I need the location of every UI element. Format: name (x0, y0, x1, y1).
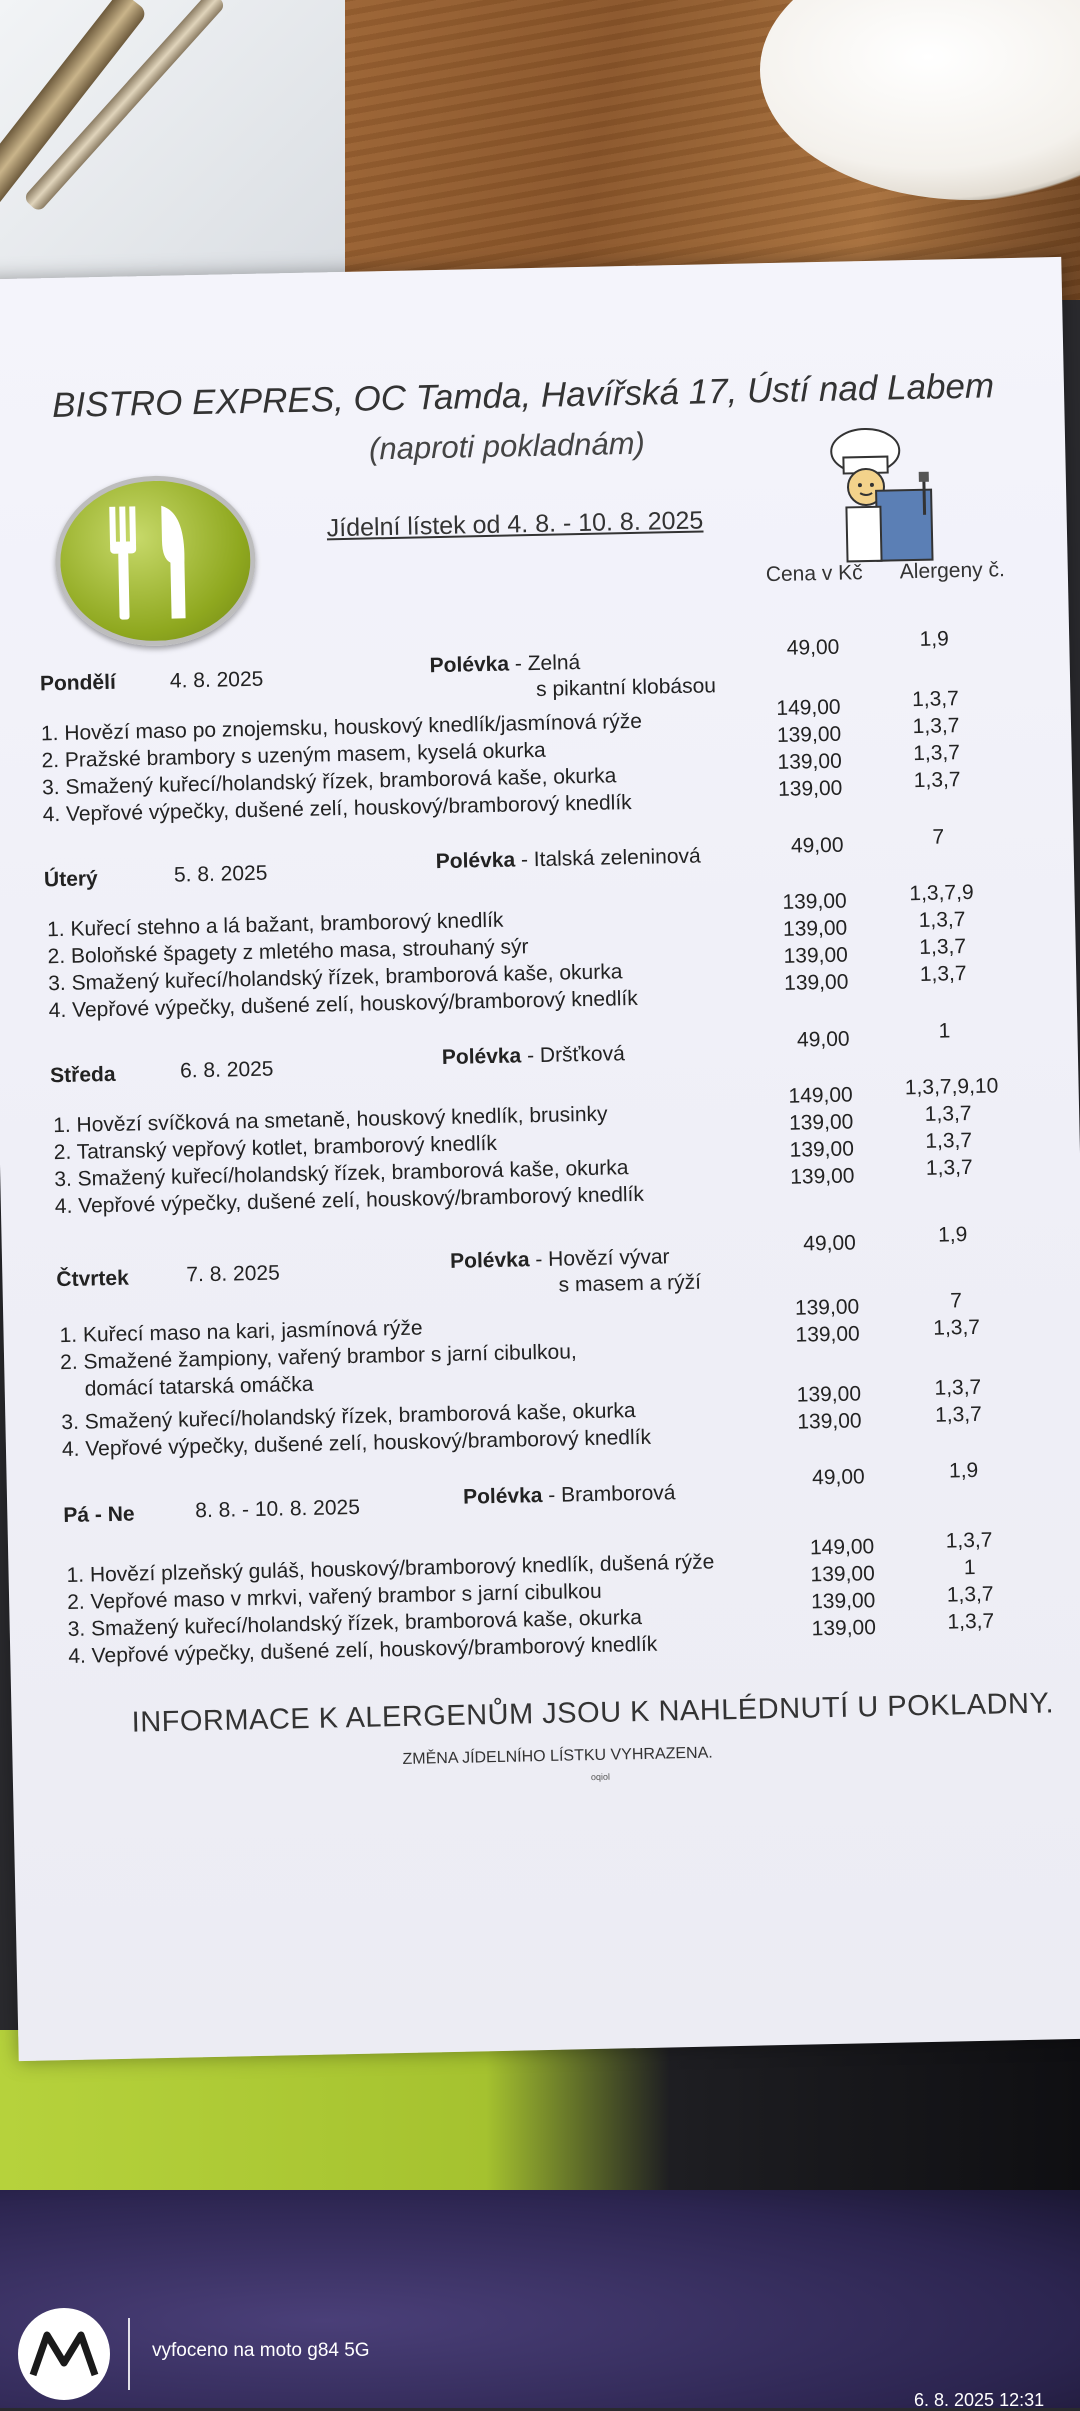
dish-allergens: 1,3,7 (919, 935, 967, 960)
dish-allergens: 1,3,7 (925, 1128, 973, 1153)
day-name: Pondělí (39, 670, 117, 696)
soup-line: Polévka - Zelná (429, 651, 581, 678)
day-date: 8. 8. - 10. 8. 2025 (195, 1495, 361, 1523)
dish-price: 139,00 (777, 776, 843, 801)
day-date: 5. 8. 2025 (173, 861, 268, 887)
dish-price: 139,00 (782, 889, 847, 914)
dish-price: 139,00 (788, 1110, 854, 1135)
dish-price: 149,00 (776, 695, 841, 720)
tiny-mark: oqiol (590, 1771, 611, 1783)
photo-timestamp: 6. 8. 2025 12:31 (914, 2390, 1045, 2410)
dish-price: 149,00 (809, 1535, 875, 1560)
day-date: 7. 8. 2025 (186, 1261, 280, 1287)
dish: 3. Smažený kuřecí/holandský řízek, bramborová kaše, okurka (47, 960, 623, 996)
chef-illustration-icon (815, 419, 948, 572)
dish-allergens: 1,3,7 (933, 1315, 981, 1340)
day-name: Úterý (43, 867, 98, 892)
soup-allergens: 7 (932, 825, 945, 849)
dish-price: 139,00 (783, 970, 849, 995)
dish-allergens: 1,3,7 (934, 1402, 983, 1427)
dish: 1. Hovězí maso po znojemsku, houskový knedlík/jasmínová rýže (40, 709, 643, 746)
dish: 4. Vepřové výpečky, dušené zelí, houskový/bramborový knedlík (54, 1182, 645, 1219)
day-name: Čtvrtek (56, 1266, 130, 1292)
soup-allergens: 1 (938, 1019, 951, 1043)
soup-line: Polévka - Bramborová (462, 1481, 676, 1509)
soup-line: Polévka - Hovězí vývar (449, 1245, 670, 1273)
dish-price: 139,00 (789, 1137, 855, 1162)
dish: 4. Vepřové výpečky, dušené zelí, houskový/bramborový knedlík (48, 986, 638, 1023)
soup-price: 49,00 (803, 1231, 857, 1256)
dish-allergens: 1,3,7 (945, 1528, 993, 1553)
soup-line: Polévka - Italská zeleninová (435, 844, 701, 874)
dish: 4. Vepřové výpečky, dušené zelí, houskový/bramborový knedlík (42, 791, 632, 827)
allergen-info-notice: INFORMACE K ALERGENŮM JSOU K NAHLÉDNUTÍ U POKLADNY. (131, 1687, 1055, 1739)
dish-price: 139,00 (783, 943, 849, 968)
dish: 3. Smažený kuřecí/holandský řízek, bramborová kaše, okurka (61, 1399, 636, 1435)
dish-allergens: 1,3,7 (911, 687, 960, 712)
dish: 4. Vepřové výpečky, dušené zelí, houskový/bramborový knedlík (61, 1425, 652, 1462)
day-name: Pá - Ne (63, 1502, 135, 1528)
dish-allergens: 1,3,7,9,10 (904, 1074, 999, 1100)
day-date: 6. 8. 2025 (179, 1057, 274, 1083)
dish-price: 139,00 (810, 1562, 875, 1587)
dish: 2. Vepřové maso v mrkvi, vařený brambor s jarní cibulkou (66, 1579, 602, 1614)
price-column-header: Cena v Kč (765, 561, 863, 587)
dish: 1. Hovězí svíčková na smetaně, houskový knedlík, brusinky (52, 1102, 608, 1138)
soup-price: 49,00 (786, 635, 840, 660)
menu-sheet (0, 257, 1080, 2061)
dish-price: 139,00 (777, 749, 842, 774)
dish-allergens: 7 (949, 1289, 963, 1313)
dish-allergens: 1,3,7 (934, 1375, 982, 1400)
purple-fabric (0, 2190, 1080, 2408)
soup-line-2: s masem a rýží (558, 1270, 702, 1297)
dish: 2. Smažené žampiony, vařený brambor s jarní cibulkou, (59, 1340, 577, 1375)
soup-price: 49,00 (790, 833, 844, 858)
dish-price: 139,00 (811, 1616, 877, 1641)
dish-price: 139,00 (789, 1164, 855, 1189)
dish-price: 139,00 (776, 722, 842, 747)
restaurant-title: BISTRO EXPRES, OC Tamda, Havířská 17, Ústí nad Labem (51, 366, 995, 426)
dish-allergens: 1,3,7,9 (909, 880, 974, 906)
menu-date-range: Jídelní lístek od 4. 8. - 10. 8. 2025 (326, 506, 704, 543)
dish: 2. Pražské brambory s uzeným masem, kyselá okurka (41, 738, 546, 773)
dish: 3. Smažený kuřecí/holandský řízek, bramborová kaše, okurka (54, 1156, 629, 1192)
soup-price: 49,00 (796, 1027, 850, 1052)
dish-allergens: 1,3,7 (913, 768, 961, 793)
soup-line-2: s pikantní klobásou (535, 674, 717, 701)
dish-price: 139,00 (796, 1382, 862, 1407)
soup-allergens: 1,9 (948, 1458, 979, 1483)
dish-line-2: domácí tatarská omáčka (84, 1372, 314, 1401)
dish-price: 139,00 (782, 916, 848, 941)
soup-line: Polévka - Dršťková (441, 1042, 626, 1070)
dish: 2. Boloňské špagety z mletého masa, strouhaný sýr (47, 935, 529, 969)
dish-allergens: 1,3,7 (924, 1101, 972, 1126)
dish-allergens: 1,3,7 (919, 962, 967, 987)
dish-allergens: 1,3,7 (946, 1582, 994, 1607)
dish-allergens: 1 (963, 1555, 976, 1580)
dish: 1. Kuřecí stehno a lá bažant, bramborový knedlík (46, 908, 504, 942)
dish-allergens: 1,3,7 (947, 1609, 995, 1634)
soup-price: 49,00 (811, 1465, 865, 1490)
day-name: Středa (49, 1062, 116, 1088)
menu-change-notice: ZMĚNA JÍDELNÍHO LÍSTKU VYHRAZENA. (402, 1744, 713, 1769)
restaurant-subtitle: (naproti pokladnám) (368, 425, 646, 467)
dish-price: 149,00 (788, 1083, 853, 1108)
cutlery-logo-icon (54, 474, 258, 648)
dish-allergens: 1,3,7 (912, 741, 961, 766)
dish-price: 139,00 (810, 1589, 876, 1614)
dish: 3. Smažený kuřecí/holandský řízek, bramborová kaše, okurka (67, 1605, 643, 1641)
dish: 1. Hovězí plzeňský guláš, houskový/bramborový knedlík, dušená rýže (66, 1550, 715, 1588)
allergens-column-header: Alergeny č. (899, 558, 1006, 584)
dish-price: 139,00 (795, 1322, 860, 1347)
dish: 1. Kuřecí maso na kari, jasmínová rýže (59, 1316, 423, 1348)
dish-allergens: 1,3,7 (925, 1155, 973, 1180)
dish-allergens: 1,3,7 (912, 714, 960, 739)
soup-allergens: 1,9 (937, 1223, 968, 1247)
dish: 3. Smažený kuřecí/holandský řízek, bramborová kaše, okurka (41, 764, 617, 800)
dish: 4. Vepřové výpečky, dušené zelí, houskový/bramborový knedlík (68, 1632, 658, 1668)
dish-price: 139,00 (794, 1295, 860, 1320)
watermark-divider (128, 2318, 130, 2390)
dish-allergens: 1,3,7 (918, 908, 966, 933)
watermark-text: vyfoceno na moto g84 5G (152, 2340, 370, 2361)
dish-price: 139,00 (797, 1409, 862, 1434)
day-date: 4. 8. 2025 (169, 667, 264, 693)
dish: 2. Tatranský vepřový kotlet, bramborový knedlík (53, 1131, 498, 1165)
soup-allergens: 1,9 (919, 627, 950, 651)
motorola-logo-icon (18, 2308, 110, 2400)
